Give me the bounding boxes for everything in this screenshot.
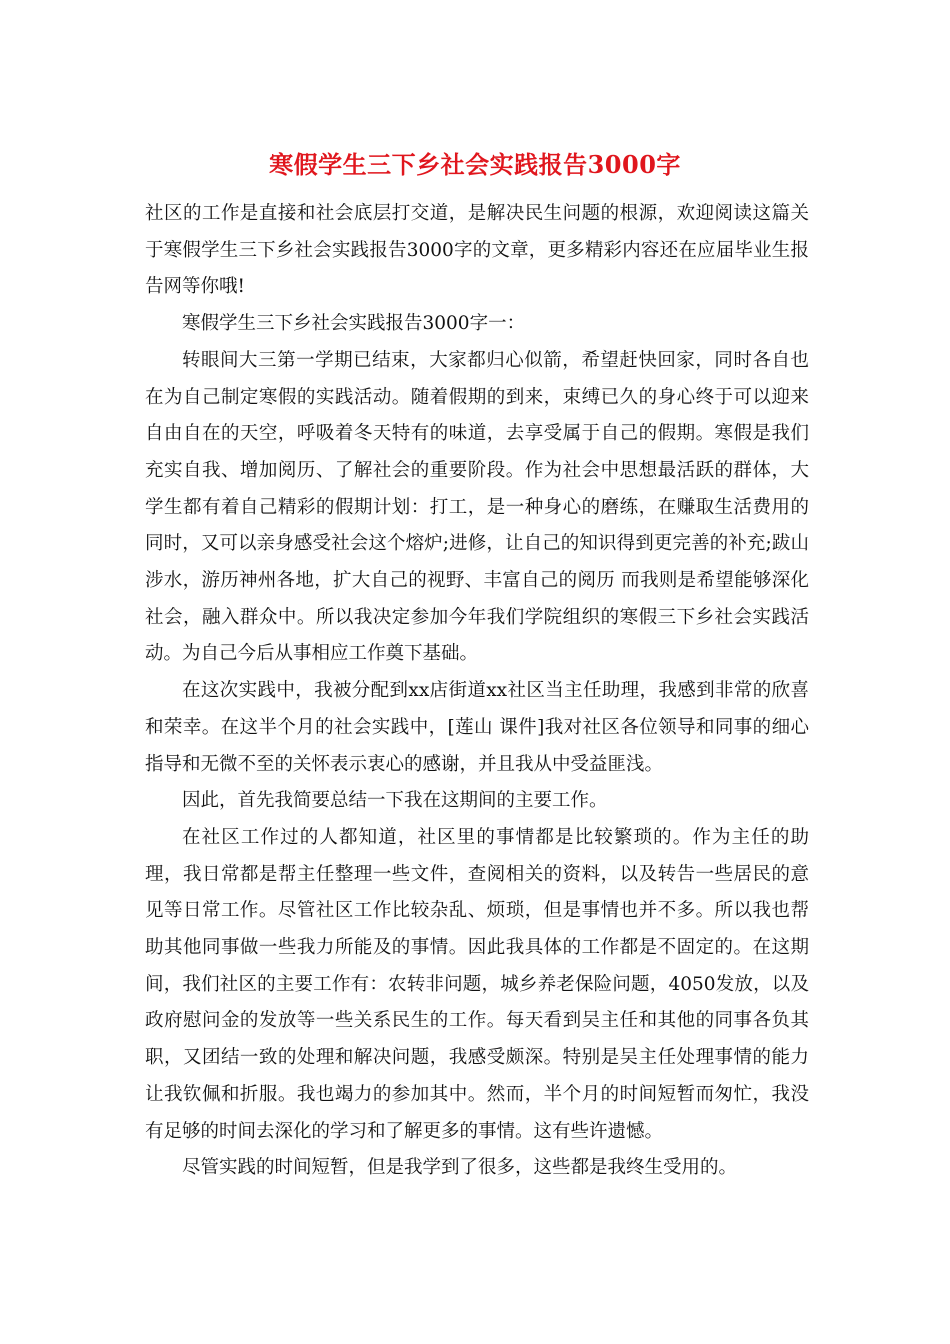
paragraph: 尽管实践的时间短暂，但是我学到了很多，这些都是我终生受用的。 <box>182 1157 738 1179</box>
paragraph: 因此，首先我简要总结一下我在这期间的主要工作。 <box>182 790 608 812</box>
document-title: 寒假学生三下乡社会实践报告3000字 <box>269 150 681 179</box>
paragraph: 在社区工作过的人都知道，社区里的事情都是比较繁琐的。作为主任的助理，我日常都是帮主任整理一些文件，查阅相关的资料，以及转告一些居民的意见等日常工作。尽管社区工作比较杂乱、烦琐，但是事情也并不多。所以我也帮助其他同事做一些我力所能及的事情。因此我具体的工作都是不固定的。在这期间，我们社区的主要工作有：农转非问题，城乡养老保险问题，4050发放，以及政府慰问金的发放等一些关系民生的工作。每天看到吴主任和其他的同事各负其职，又团结一致的处理和解决问题，我感受颇深。特别是吴主任处理事情的能力让我钦佩和折服。我也竭力的参加其中。然而，半个月的时间短暂而匆忙，我没有足够的时间去深化的学习和了解更多的事情。这有些许遗憾。 <box>145 826 809 1142</box>
document-body <box>145 196 809 1187</box>
paragraph: 寒假学生三下乡社会实践报告3000字一： <box>182 313 526 335</box>
paragraph: 在这次实践中，我被分配到xx店街道xx社区当主任助理，我感到非常的欣喜和荣幸。在这半个月的社会实践中，[莲山 课件]我对社区各位领导和同事的细心指导和无微不至的关怀表示衷心的感谢，并且我从中受益匪浅。 <box>145 680 809 775</box>
paragraph: 社区的工作是直接和社会底层打交道，是解决民生问题的根源，欢迎阅读这篇关于寒假学生三下乡社会实践报告3000字的文章，更多精彩内容还在应届毕业生报告网等你哦! <box>145 203 809 298</box>
paragraph: 转眼间大三第一学期已结束，大家都归心似箭，希望赶快回家，同时各自也在为自己制定寒假的实践活动。随着假期的到来，束缚已久的身心终于可以迎来自由自在的天空，呼吸着冬天特有的味道，去享受属于自己的假期。寒假是我们充实自我、增加阅历、了解社会的重要阶段。作为社会中思想最活跃的群体，大学生都有着自己精彩的假期计划：打工，是一种身心的磨练，在赚取生活费用的同时，又可以亲身感受社会这个熔炉;进修，让自己的知识得到更完善的补充;跋山涉水，游历神州各地，扩大自己的视野、丰富自己的阅历 而我则是希望能够深化社会，融入群众中。所以我决定参加今年我们学院组织的寒假三下乡社会实践活动。为自己今后从事相应工作奠下基础。 <box>145 349 809 665</box>
